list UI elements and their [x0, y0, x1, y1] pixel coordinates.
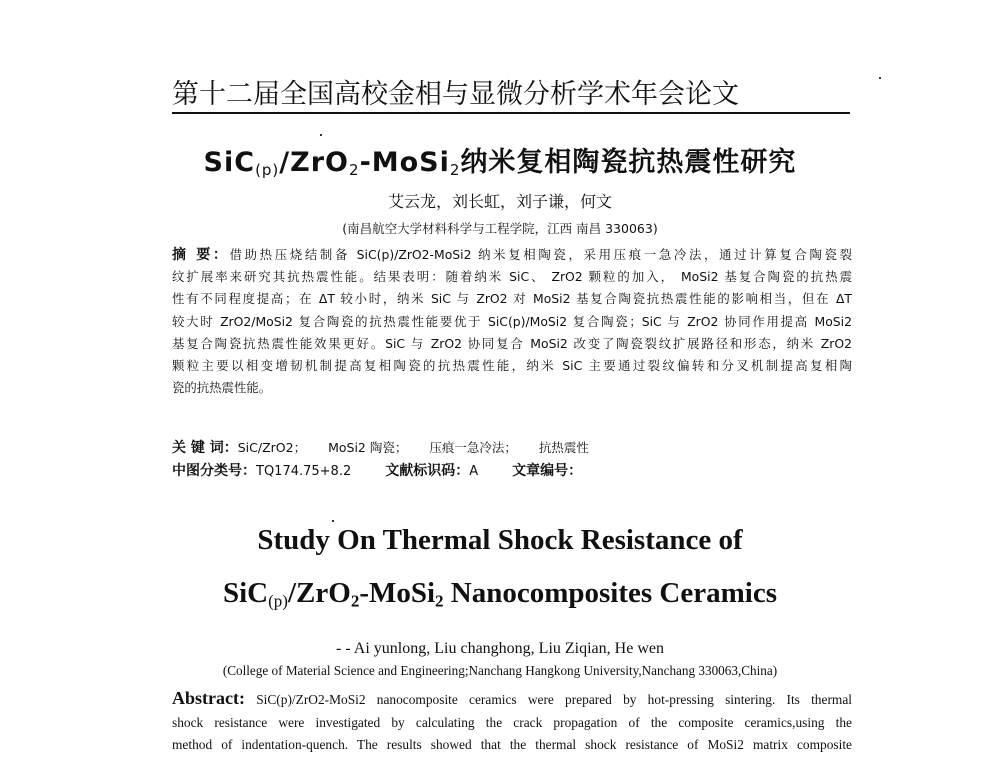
abstract-text: 借助热压烧结制备 SiC(p)/ZrO2-MoSi2 纳米复相陶瓷，采用压痕一急冷法，通过计算复合陶瓷裂	[229, 247, 852, 262]
keywords-label: 关 键 词：	[172, 440, 238, 456]
abstract-line: 纹扩展率来研究其抗热震性能。结果表明：随着纳米 SiC、 ZrO2 颗粒的加入， MoSi2 基复合陶瓷的抗热震	[172, 269, 852, 285]
title-part: 纳米复相陶瓷抗热震性研究	[460, 147, 797, 178]
clc-label: 中图分类号：	[172, 463, 256, 479]
title-part: Nanocomposites Ceramics	[443, 577, 777, 609]
keyword: SiC/ZrO2；	[237, 440, 307, 455]
english-abstract	[172, 687, 852, 757]
abstract-line: 基复合陶瓷抗热震性能效果更好。SiC 与 ZrO2 协同复合 MoSi2 改变了陶瓷裂纹扩展路径和形态，纳米 ZrO2	[172, 335, 852, 351]
title-part: SiC	[203, 147, 256, 178]
abstract-line	[172, 687, 852, 712]
abstract-text: SiC(p)/ZrO2-MoSi2 nanocomposite ceramics were prepared by hot-pressing sintering. Its thermal	[256, 692, 852, 707]
keyword: 抗热震性	[538, 440, 589, 455]
title-subscript: (p)	[268, 591, 288, 611]
abstract-line: 颗粒主要以相变增韧机制提高复相陶瓷的抗热震性能，纳米 SiC 主要通过裂纹偏转和分叉机制提高复相陶	[172, 358, 852, 374]
title-part: /ZrO	[279, 147, 350, 178]
title-subscript: 2	[449, 160, 461, 179]
abstract-line: 较大时 ZrO2/MoSi2 复合陶瓷的抗热震性能要优于 SiC(p)/MoSi2 复合陶瓷；SiC 与 ZrO2 协同作用提高 MoSi2	[172, 313, 852, 329]
title-subscript: (p)	[255, 160, 280, 179]
title-part: /ZrO	[287, 577, 351, 609]
abstract-line: method of indentation-quench. The results showed that the thermal shock resistance of MoSi2 matrix composite	[172, 737, 852, 752]
clc-value: TQ174.75+8.2	[256, 464, 352, 479]
keyword: MoSi2 陶瓷；	[328, 440, 408, 455]
abstract-line: 瓷的抗热震性能。	[172, 380, 272, 396]
doc-code-label: 文献标识码：	[385, 463, 470, 479]
scan-speck	[332, 520, 334, 522]
scan-speck	[879, 77, 881, 79]
title-part: -MoSi	[359, 577, 436, 609]
english-affiliation: (College of Material Science and Engineering;Nanchang Hangkong University,Nanchang 330063,China)	[222, 663, 778, 678]
classification-line	[172, 460, 852, 483]
title-subscript: 2	[435, 591, 444, 611]
english-title-line-1: Study On Thermal Shock Resistance of	[257, 524, 743, 556]
title-part: SiC	[223, 577, 269, 609]
abstract-label: 摘 要：	[172, 247, 230, 263]
title-subscript: 2	[350, 591, 360, 611]
abstract-line	[172, 244, 852, 266]
running-header: 第十二届全国高校金相与显微分析学术年会论文	[172, 79, 739, 110]
abstract-line: shock resistance were investigated by calculating the crack propagation of the composite ceramics,using the	[172, 714, 852, 730]
chinese-keywords	[172, 437, 852, 459]
header-rule	[172, 112, 850, 114]
english-title-line-2	[0, 573, 1000, 613]
chinese-authors: 艾云龙，刘长虹，刘子谦，何文	[387, 192, 612, 211]
keyword: 压痕一急冷法；	[429, 440, 517, 455]
article-number-label: 文章编号：	[512, 463, 583, 479]
title-part: -MoSi	[359, 147, 450, 178]
english-authors: - - Ai yunlong, Liu changhong, Liu Ziqian, He wen	[336, 640, 664, 657]
doc-code-value: A	[469, 464, 479, 479]
chinese-abstract	[172, 244, 852, 399]
abstract-line: 性有不同程度提高；在 ΔT 较小时，纳米 SiC 与 ZrO2 对 MoSi2 基复合陶瓷抗热震性能的影响相当，但在 ΔT	[172, 291, 852, 307]
title-subscript: 2	[349, 160, 360, 179]
chinese-title	[0, 143, 1000, 183]
abstract-label: Abstract:	[172, 688, 245, 708]
scan-speck	[320, 134, 322, 136]
chinese-affiliation: (南昌航空大学材料科学与工程学院，江西 南昌 330063)	[342, 221, 658, 236]
